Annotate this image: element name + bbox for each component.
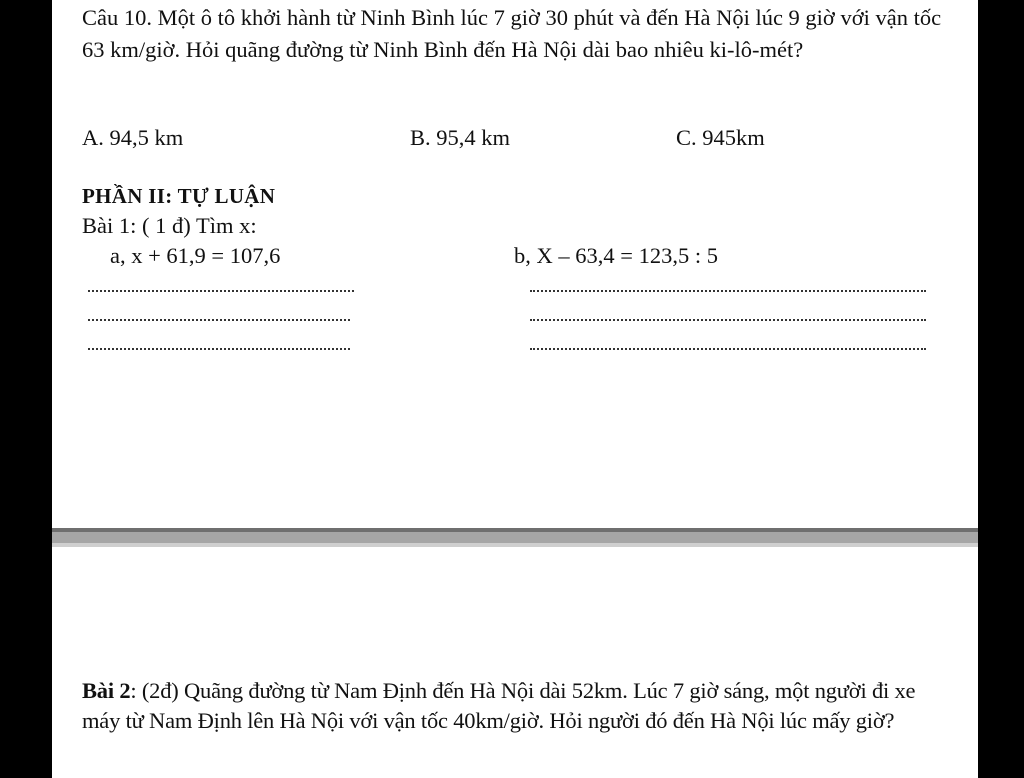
equation-b: b, X – 63,4 = 123,5 : 5 — [514, 243, 718, 268]
answer-line-left-3 — [88, 348, 350, 350]
section-title-part-2: PHẦN II: TỰ LUẬN — [82, 184, 276, 208]
answer-line-left-1 — [88, 290, 354, 292]
exercise-2-label: Bài 2 — [82, 678, 131, 703]
page-1 — [52, 0, 978, 528]
answer-line-right-2 — [530, 319, 926, 321]
exercise-1-heading: Bài 1: ( 1 đ) Tìm x: — [82, 213, 257, 238]
question-10-text: Câu 10. Một ô tô khởi hành từ Ninh Bình lúc 7 giờ 30 phút và đến Hà Nội lúc 9 giờ với vận tốc 63 km/giờ. Hỏi quãng đường từ Ninh Bình đến Hà Nội dài bao nhiêu ki-lô-mét? — [82, 5, 942, 62]
answer-line-left-2 — [88, 319, 350, 321]
page-2 — [52, 547, 978, 778]
choice-b: B. 95,4 km — [410, 125, 511, 150]
answer-line-right-3 — [530, 348, 926, 350]
exercise-2-text — [82, 676, 944, 736]
answer-line-right-1 — [530, 290, 926, 292]
equation-a: a, x + 61,9 = 107,6 — [110, 243, 281, 268]
page-separator — [52, 528, 978, 547]
choice-c: C. 945km — [676, 125, 765, 150]
choice-a: A. 94,5 km — [82, 125, 184, 150]
exercise-2-body: : (2đ) Quãng đường từ Nam Định đến Hà Nội dài 52km. Lúc 7 giờ sáng, một người đi xe máy từ Nam Định lên Hà Nội với vận tốc 40km/giờ. Hỏi người đó đến Hà Nội lúc mấy giờ? — [82, 678, 916, 733]
